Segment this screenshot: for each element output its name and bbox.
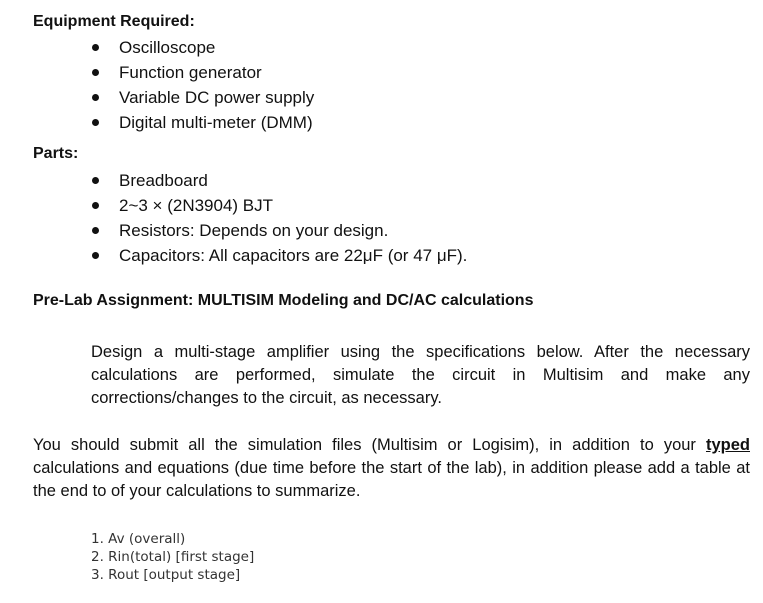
parts-heading: Parts: bbox=[33, 145, 79, 162]
bullet-icon bbox=[92, 227, 99, 234]
parts-item-label: Breadboard bbox=[119, 171, 208, 190]
bullet-icon bbox=[92, 202, 99, 209]
list-item: 1. Av (overall) bbox=[91, 531, 186, 547]
equipment-list bbox=[92, 35, 314, 135]
bullet-icon bbox=[92, 69, 99, 76]
list-item bbox=[92, 168, 467, 193]
list-item bbox=[92, 35, 314, 60]
equipment-item-label: Function generator bbox=[119, 63, 262, 82]
bullet-icon bbox=[92, 44, 99, 51]
parts-item-label: Resistors: Depends on your design. bbox=[119, 221, 389, 240]
bullet-icon bbox=[92, 94, 99, 101]
list-item: 3. Rout [output stage] bbox=[91, 567, 241, 583]
list-item bbox=[92, 85, 314, 110]
typed-emphasis: typed bbox=[705, 436, 750, 454]
parts-item-label: 2~3 × (2N3904) BJT bbox=[119, 196, 274, 215]
list-item: 2. Rin(total) [first stage] bbox=[91, 549, 255, 565]
bullet-icon bbox=[92, 119, 99, 126]
list-item bbox=[92, 193, 467, 218]
equipment-heading: Equipment Required: bbox=[33, 13, 195, 30]
equipment-item-label: Oscilloscope bbox=[119, 38, 216, 57]
submission-paragraph bbox=[33, 434, 750, 503]
list-item bbox=[92, 243, 467, 268]
parts-item-label: Capacitors: All capacitors are 22μF (or 47 μF). bbox=[119, 246, 468, 265]
list-item bbox=[92, 60, 314, 85]
prelab-heading: Pre-Lab Assignment: MULTISIM Modeling and DC/AC calculations bbox=[33, 292, 534, 309]
bullet-icon bbox=[92, 177, 99, 184]
equipment-item-label: Digital multi-meter (DMM) bbox=[119, 113, 313, 132]
submission-text-end: calculations and equations (due time before the start of the lab), in addition please add a table at the end to of your calculations to summarize. bbox=[33, 459, 750, 500]
list-item bbox=[92, 218, 467, 243]
design-paragraph: Design a multi-stage amplifier using the specifications below. After the necessary calculations are performed, simulate the circuit in Multisim and make any corrections/changes to the circuit, as necessary. bbox=[91, 343, 750, 407]
parts-list bbox=[92, 168, 467, 268]
list-item bbox=[92, 110, 314, 135]
submission-text-start: You should submit all the simulation files (Multisim or Logisim), in addition to your bbox=[33, 436, 706, 454]
summary-list bbox=[91, 530, 254, 584]
bullet-icon bbox=[92, 252, 99, 259]
equipment-item-label: Variable DC power supply bbox=[119, 88, 315, 107]
